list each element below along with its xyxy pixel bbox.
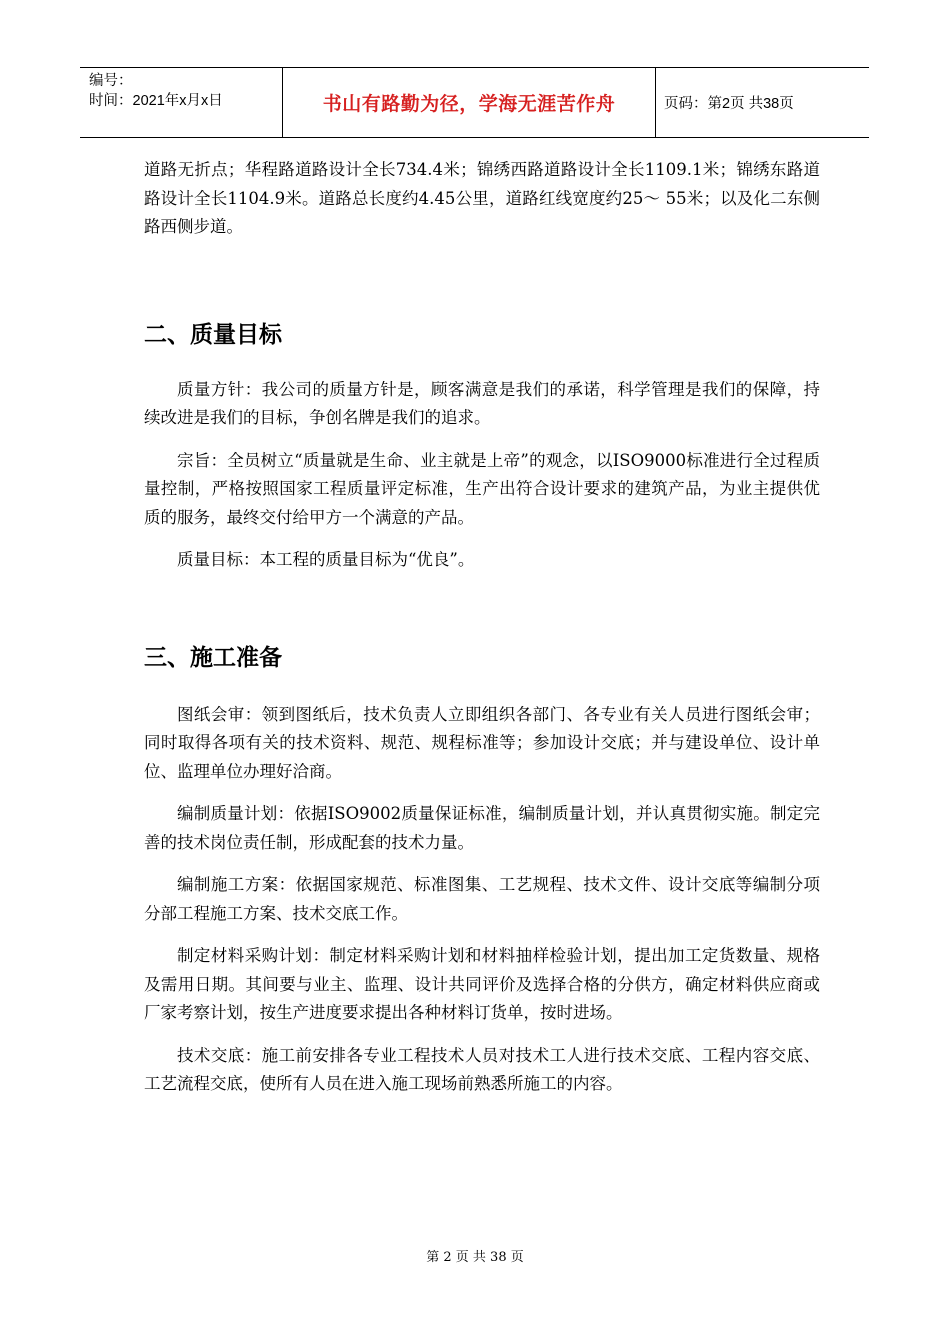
paragraph-quality-policy: 质量方针：我公司的质量方针是，顾客满意是我们的承诺，科学管理是我们的保障，持续改进是我们的目标，争创名牌是我们的追求。 [144,379,820,427]
header-motto-cell [282,68,656,137]
paragraph-drawing-review: 图纸会审：领到图纸后，技术负责人立即组织各部门、各专业有关人员进行图纸会审；同时取得各项有关的技术资料、规范、规程标准等；参加设计交底；并与建设单位、设计单位、监理单位办理好洽商。 [144,704,820,781]
header-motto: 书山有路勤为径，学海无涯苦作舟 [322,93,616,115]
header-page-number: 页码：第2页 共38页 [664,96,794,112]
paragraph-quality-goal: 质量目标：本工程的质量目标为“优良”。 [177,550,475,569]
header-meta [80,68,282,137]
paragraph-purpose: 宗旨：全员树立“质量就是生命、业主就是上帝”的观念，以ISO9000标准进行全过程质量控制，严格按照国家工程质量评定标准，生产出符合设计要求的建筑产品，为业主提供优质的服务，最终交付给甲方一个满意的产品。 [144,450,820,527]
section-heading-preparation: 三、施工准备 [144,644,282,671]
page-header [80,67,869,138]
paragraph-quality-plan: 编制质量计划：依据ISO9002质量保证标准，编制质量计划，并认真贯彻实施。制定完善的技术岗位责任制，形成配套的技术力量。 [144,804,820,852]
section-heading-quality: 二、质量目标 [144,321,282,348]
intro-paragraph: 道路无折点；华程路道路设计全长734.4米；锦绣西路道路设计全长1109.1米；锦绣东路道路设计全长1104.9米。道路总长度约4.45公里，道路红线宽度约25～ 55米；以及化二东侧路西侧步道。 [144,160,820,236]
document-number: 编号： [89,73,133,89]
header-page-info [656,68,869,137]
document-body [144,156,820,1099]
document-date: 时间：2021年x月x日 [89,93,223,109]
paragraph-construction-scheme: 编制施工方案：依据国家规范、标准图集、工艺规程、技术文件、设计交底等编制分项分部工程施工方案、技术交底工作。 [144,875,820,923]
paragraph-material-procurement: 制定材料采购计划：制定材料采购计划和材料抽样检验计划，提出加工定货数量、规格及需用日期。其间要与业主、监理、设计共同评价及选择合格的分供方，确定材料供应商或厂家考察计划，按生产进度要求提出各种材料订货单，按时进场。 [144,946,820,1022]
page-footer: 第 2 页 共 38 页 [426,1250,524,1265]
paragraph-technical-briefing: 技术交底：施工前安排各专业工程技术人员对技术工人进行技术交底、工程内容交底、工艺流程交底，使所有人员在进入施工现场前熟悉所施工的内容。 [144,1045,820,1093]
